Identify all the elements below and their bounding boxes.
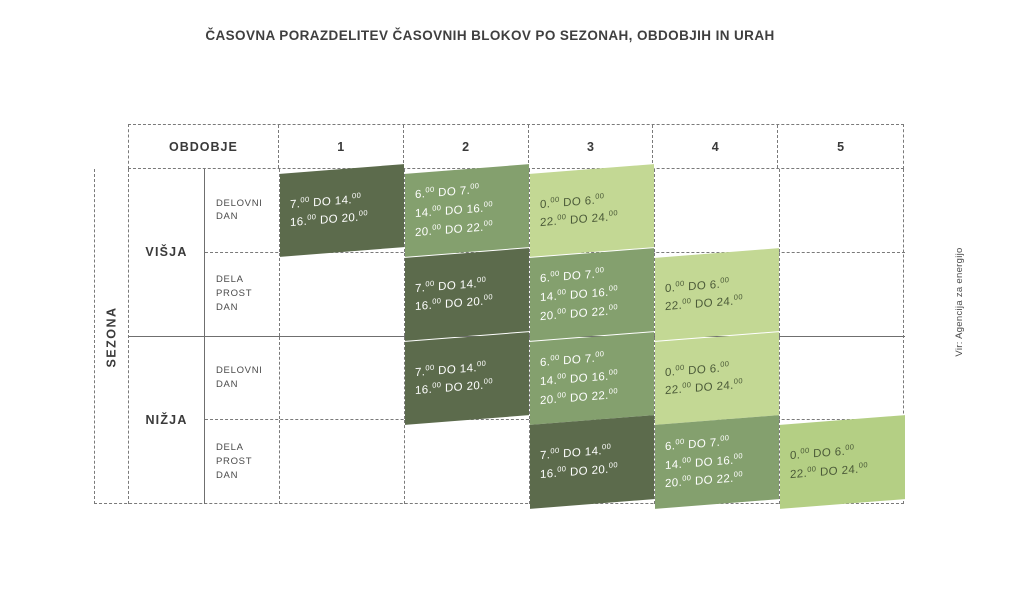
block-line: 20.00 DO 22.00: [540, 301, 618, 323]
daytype-line-2: DAN: [216, 378, 239, 390]
block-line: 6.00 DO 7.00: [665, 433, 730, 454]
block-b3: [530, 164, 654, 257]
block-line: 0.00 DO 6.00: [665, 358, 730, 379]
row-visja-delovni-dan: [205, 169, 905, 253]
cell-r2-p2[interactable]: [405, 253, 530, 336]
header-period-5: 5: [837, 139, 845, 154]
page-title: ČASOVNA PORAZDELITEV ČASOVNIH BLOKOV PO SEZONAH, OBDOBJIH IN URAH: [205, 28, 775, 43]
season-nizja-label: NIŽJA: [145, 413, 188, 428]
matrix-grid: [205, 169, 905, 504]
block-line: 20.00 DO 22.00: [540, 385, 618, 407]
daytype-line-1: DELOVNI: [216, 365, 263, 377]
block-line: 6.00 DO 7.00: [540, 265, 605, 286]
block-b2: [530, 332, 654, 425]
cell-r3-p5[interactable]: [780, 337, 905, 420]
cell-r4-p3[interactable]: [530, 420, 655, 504]
block-line: 16.00 DO 20.00: [290, 208, 368, 230]
block-line: 7.00 DO 14.00: [290, 190, 362, 211]
block-line: 16.00 DO 20.00: [540, 460, 618, 482]
daytype-label-visja-prost: [205, 253, 280, 336]
block-line: 14.00 DO 16.00: [540, 282, 618, 304]
sezona-axis-label: [95, 169, 129, 504]
block-line: 7.00 DO 14.00: [415, 357, 487, 379]
cell-r4-p2[interactable]: [405, 420, 530, 504]
daytype-label-nizja-prost: [205, 420, 280, 504]
block-line: 0.00 DO 6.00: [790, 442, 855, 463]
block-b2: [405, 164, 529, 257]
cell-r3-p3[interactable]: [530, 337, 655, 420]
block-b3: [655, 332, 779, 425]
block-line: 14.00 DO 16.00: [540, 366, 618, 388]
header-obdobje-label: OBDOBJE: [129, 125, 279, 168]
block-line: 22.00 DO 24.00: [665, 292, 743, 314]
block-line: 7.00 DO 14.00: [415, 274, 487, 295]
block-b3: [655, 248, 779, 341]
block-line: 20.00 DO 22.00: [415, 217, 493, 239]
daytype-line-1: DELOVNI: [216, 197, 263, 209]
daytype-label-nizja-delovni: [205, 337, 280, 420]
cell-r3-p1[interactable]: [280, 337, 405, 420]
block-line: 6.00 DO 7.00: [540, 349, 605, 370]
season-name-column: [129, 169, 205, 504]
block-line: 16.00 DO 20.00: [415, 376, 493, 397]
cell-r3-p4[interactable]: [655, 337, 780, 420]
block-line: 0.00 DO 6.00: [540, 190, 605, 211]
matrix-header-row: [128, 124, 904, 169]
block-line: 14.00 DO 16.00: [665, 450, 743, 472]
daytype-label-visja-delovni: [205, 169, 280, 252]
header-period-4: 4: [653, 125, 778, 168]
schedule-matrix: [94, 124, 904, 504]
cell-r4-p5[interactable]: [780, 420, 905, 504]
cell-r2-p3[interactable]: [530, 253, 655, 336]
daytype-line-1: DELA: [216, 274, 244, 286]
daytype-line-1: DELA: [216, 442, 244, 454]
cell-r2-p5[interactable]: [780, 253, 905, 336]
cell-r1-p2[interactable]: [405, 169, 530, 252]
block-line: 14.00 DO 16.00: [415, 199, 493, 221]
cell-r2-p4[interactable]: [655, 253, 780, 336]
block-line: 0.00 DO 6.00: [665, 274, 730, 295]
block-b3: [780, 415, 905, 509]
header-period-2: 2: [404, 125, 529, 168]
matrix-body: [94, 169, 904, 504]
row-nizja-delovni-dan: [205, 337, 905, 421]
block-b2: [655, 415, 779, 509]
block-line: 7.00 DO 14.00: [540, 442, 612, 463]
block-b1: [530, 415, 654, 509]
cell-r1-p4[interactable]: [655, 169, 780, 252]
cell-r3-p2[interactable]: [405, 337, 530, 420]
header-period-1: 1: [279, 125, 404, 168]
block-line: 16.00 DO 20.00: [415, 292, 493, 314]
daytype-line-2: PROST: [216, 288, 253, 300]
cell-r1-p3[interactable]: [530, 169, 655, 252]
header-period-3: 3: [529, 125, 654, 168]
block-line: 22.00 DO 24.00: [790, 460, 868, 482]
block-line: 22.00 DO 24.00: [665, 376, 743, 397]
row-visja-dela-prost-dan: [205, 253, 905, 337]
block-line: 22.00 DO 24.00: [540, 208, 618, 230]
cell-r2-p1[interactable]: [280, 253, 405, 336]
cell-r1-p1[interactable]: [280, 169, 405, 252]
cell-r4-p1[interactable]: [280, 420, 405, 504]
daytype-line-3: DAN: [216, 470, 239, 481]
block-b2: [530, 248, 654, 341]
cell-r1-p5[interactable]: [780, 169, 905, 252]
source-note: Vir: Agencija za energijo: [953, 246, 965, 357]
block-b1: [405, 248, 529, 341]
block-line: 20.00 DO 22.00: [665, 469, 743, 491]
season-visja-label: VIŠJA: [129, 169, 204, 337]
daytype-line-3: DAN: [216, 302, 239, 313]
row-nizja-dela-prost-dan: [205, 420, 905, 504]
daytype-line-2: PROST: [216, 456, 253, 468]
sezona-axis-text: SEZONA: [104, 305, 119, 368]
block-b1: [405, 332, 529, 425]
block-line: 6.00 DO 7.00: [415, 181, 480, 202]
daytype-line-2: DAN: [216, 211, 239, 223]
block-b1: [280, 164, 404, 257]
cell-r4-p4[interactable]: [655, 420, 780, 504]
